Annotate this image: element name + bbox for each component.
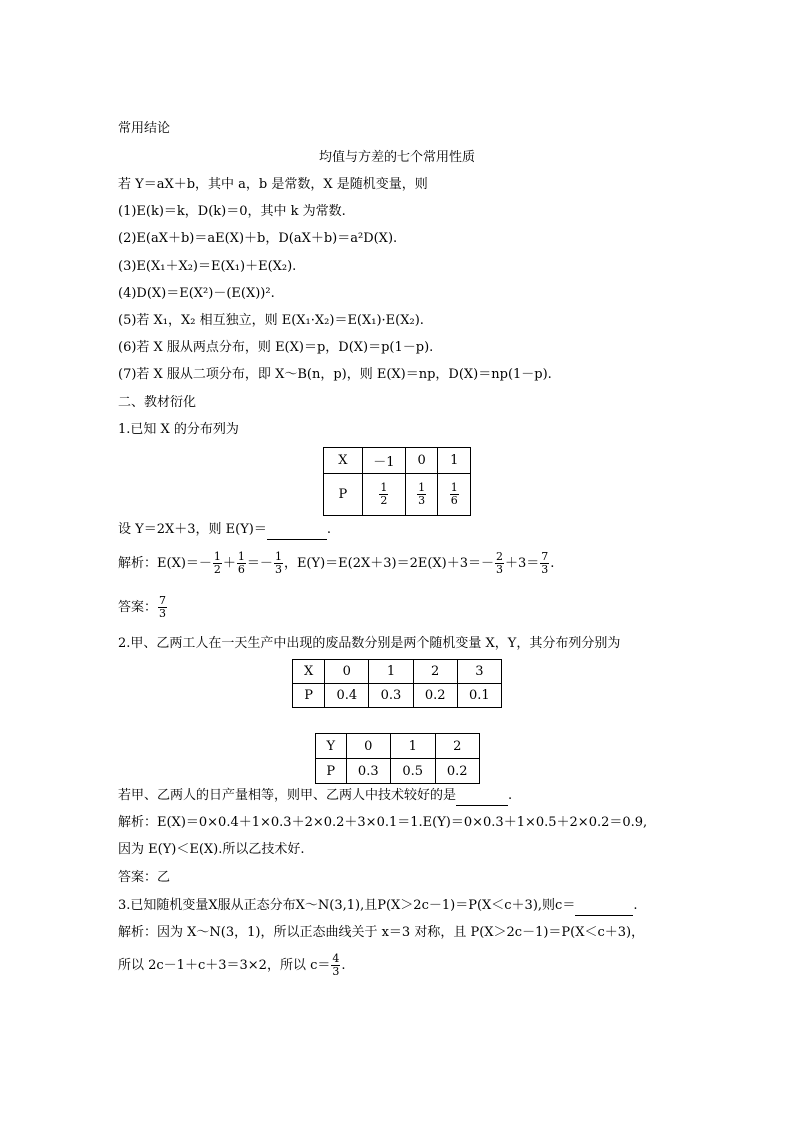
section-title: 均值与方差的七个常用性质 [318, 150, 475, 165]
table-cell: 0.3 [346, 759, 390, 784]
property-4: (4)D(X)＝E(X²)－(E(X))². [118, 286, 275, 301]
table-cell: 0 [405, 448, 438, 474]
q2-table-x [292, 659, 502, 708]
q1-ask: 设 Y＝2X＋3，则 E(Y)＝ . [118, 521, 331, 540]
table-cell: P [316, 759, 347, 784]
property-2: (2)E(aX＋b)＝aE(X)＋b，D(aX＋b)＝a²D(X). [118, 231, 398, 246]
fraction: $\frac{4}{3}$ [332, 952, 340, 978]
table-cell: 1 [369, 660, 413, 684]
intro-text: 若 Y＝aX＋b，其中 a，b 是常数，X 是随机变量，则 [118, 177, 428, 192]
table-cell: 0.5 [391, 759, 435, 784]
table-cell: 0.4 [325, 684, 369, 708]
fraction: $\frac{2}{3}$ [496, 550, 504, 576]
table-cell: 0 [346, 734, 390, 759]
q2-solution-2: 因为 E(Y)＜E(X).所以乙技术好. [118, 842, 305, 857]
table-cell: 2 [413, 660, 457, 684]
table-cell: Y [316, 734, 347, 759]
q1-stem: 1.已知 X 的分布列为 [118, 422, 239, 437]
q3-solution-1: 解析：因为 X～N(3，1)，所以正态曲线关于 x＝3 对称，且 P(X＞2c－1)＝P(X＜c＋3)， [118, 925, 645, 940]
table-cell: 3 [457, 660, 501, 684]
section-heading: 二、教材衍化 [118, 395, 197, 410]
table-cell [438, 474, 471, 516]
table-cell: 1 [438, 448, 471, 474]
table-cell: 0.1 [457, 684, 501, 708]
q1-answer: 答案： $\frac{7}{3}$ [118, 594, 167, 620]
table-cell: 0.2 [413, 684, 457, 708]
table-cell: X [324, 448, 363, 474]
q2-answer: 答案：乙 [118, 870, 171, 885]
fraction: $\frac{7}{3}$ [541, 550, 549, 576]
table-cell: 0.3 [369, 684, 413, 708]
table-cell: 1 [391, 734, 435, 759]
property-3: (3)E(X₁＋X₂)＝E(X₁)＋E(X₂). [118, 259, 297, 274]
property-1: (1)E(k)＝k，D(k)＝0，其中 k 为常数. [118, 204, 346, 219]
fraction: $\frac{1}{2}$ [380, 481, 388, 507]
property-7: (7)若 X 服从二项分布，即 X～B(n，p)，则 E(X)＝np，D(X)＝np(1－p). [118, 367, 552, 382]
property-5: (5)若 X₁，X₂ 相互独立，则 E(X₁·X₂)＝E(X₁)·E(X₂). [118, 313, 424, 328]
answer-blank [267, 521, 327, 540]
table-cell: P [324, 474, 363, 516]
section-header: 常用结论 [118, 121, 171, 136]
answer-blank [575, 897, 633, 916]
table-cell: －1 [362, 448, 405, 474]
table-cell: P [293, 684, 325, 708]
fraction: $\frac{1}{6}$ [237, 550, 245, 576]
q2-solution-1: 解析：E(X)＝0×0.4＋1×0.3＋2×0.2＋3×0.1＝1.E(Y)＝0×0.3＋1×0.5＋2×0.2＝0.9, [118, 815, 648, 830]
q1-solution: 解析：E(X)＝－ $\frac{1}{2}$ ＋ $\frac{1}{6}$ ＝－ $\frac{1}{3}$ ，E(Y)＝E(2X＋3)＝2E(X)＋3＝－ $\frac{2}{3}$ ＋3＝ $\frac{7}{3}$ . [118, 550, 555, 576]
fraction: $\frac{1}{2}$ [213, 550, 221, 576]
q1-distribution-table [323, 447, 471, 516]
q2-ask: 若甲、乙两人的日产量相等，则甲、乙两人中技术较好的是 . [118, 787, 512, 806]
table-cell: 0.2 [435, 759, 480, 784]
answer-blank [456, 787, 508, 806]
q3-stem: 3.已知随机变量X服从正态分布X～N(3,1),且P(X＞2c－1)＝P(X＜c＋3),则c＝ . [118, 897, 637, 916]
q2-stem: 2.甲、乙两工人在一天生产中出现的废品数分别是两个随机变量 X，Y，其分布列分别为 [118, 636, 621, 651]
fraction: $\frac{1}{6}$ [450, 481, 458, 507]
table-cell: X [293, 660, 325, 684]
table-cell [362, 474, 405, 516]
table-cell [405, 474, 438, 516]
property-6: (6)若 X 服从两点分布，则 E(X)＝p，D(X)＝p(1－p). [118, 340, 434, 355]
q2-table-y [315, 733, 480, 784]
table-cell: 2 [435, 734, 480, 759]
fraction: $\frac{7}{3}$ [159, 594, 167, 620]
table-cell: 0 [325, 660, 369, 684]
fraction: $\frac{1}{3}$ [418, 481, 426, 507]
q3-solution-2: 所以 2c－1＋c＋3＝3×2，所以 c＝ $\frac{4}{3}$ . [118, 952, 346, 978]
fraction: $\frac{1}{3}$ [274, 550, 282, 576]
